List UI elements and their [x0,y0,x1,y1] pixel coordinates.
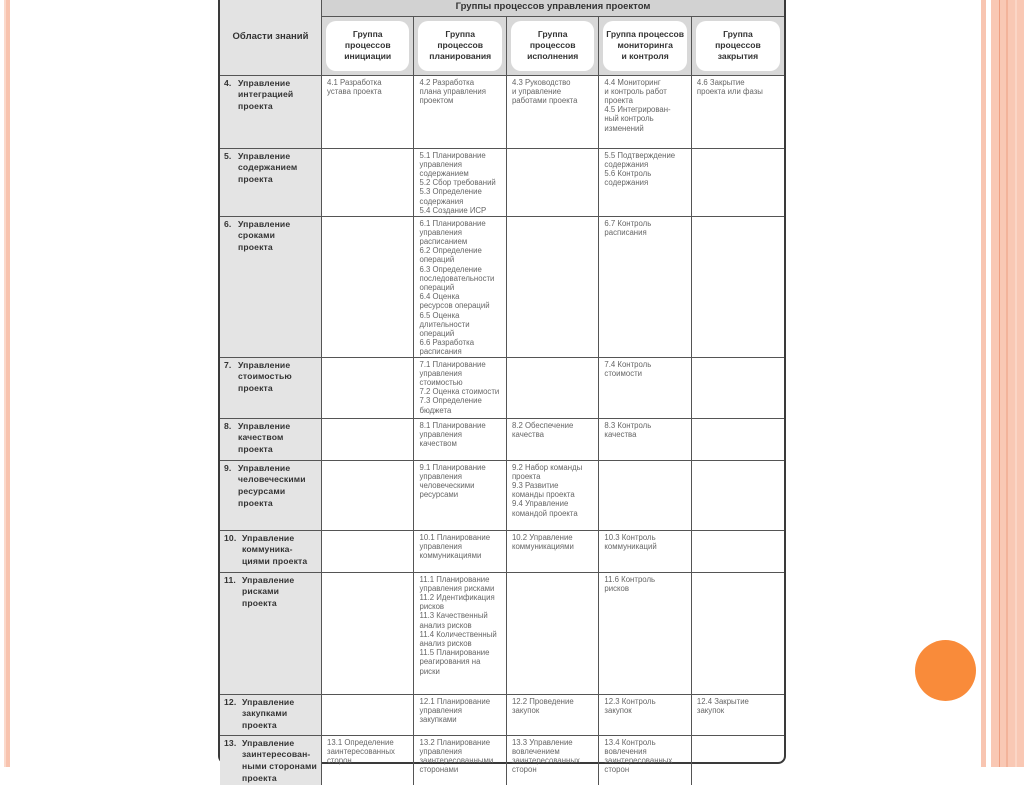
process-cell [599,460,691,530]
area-name: Управление заинтересован- ными сторонами проекта [242,737,317,783]
knowledge-area [220,694,322,735]
table-row [220,460,784,530]
area-number: 11. [224,574,236,585]
process-cell: 7.4 Контроль стоимости [599,357,691,418]
process-cell [506,572,598,694]
process-cell: 12.4 Закрытие закупок [691,694,784,735]
process-cell: 10.1 Планирование управления коммуникациями [414,530,506,572]
process-cell: 8.3 Контроль качества [599,418,691,460]
process-cell: 13.1 Определение заинтересованных сторон [322,735,414,785]
process-cell: 4.2 Разработка плана управления проектом [414,75,506,148]
process-cell: 5.5 Подтверждение содержания 5.6 Контроль содержания [599,148,691,216]
process-cell: 4.1 Разработка устава проекта [322,75,414,148]
area-number: 6. [224,218,232,229]
process-cell [506,216,598,357]
process-cell [322,530,414,572]
knowledge-area [220,572,322,694]
knowledge-area [220,530,322,572]
table-row [220,418,784,460]
process-cell: 9.2 Набор команды проекта 9.3 Развитие команды проекта 9.4 Управление командой проекта [506,460,598,530]
table-row [220,75,784,148]
process-cell [322,148,414,216]
process-cell [322,572,414,694]
process-cell: 6.7 Контроль расписания [599,216,691,357]
decor-stripe [6,0,10,767]
area-name: Управление интеграцией проекта [238,77,294,112]
process-cell: 12.2 Проведение закупок [506,694,598,735]
process-cell: 8.2 Обеспечение качества [506,418,598,460]
group-header [322,16,414,75]
table-row [220,735,784,785]
process-cell: 5.1 Планирование управления содержанием 5.2 Сбор требований 5.3 Определение содержания 5.4 Создание ИСР [414,148,506,216]
process-cell: 10.2 Управление коммуникациями [506,530,598,572]
group-header-label: Группа процессов исполнения [511,21,594,71]
group-header-label: Группа процессов закрытия [696,21,780,71]
knowledge-area [220,460,322,530]
area-name: Управление рисками проекта [242,574,295,609]
table-row [220,148,784,216]
area-number: 10. [224,532,237,543]
area-name: Управление стоимостью проекта [238,359,292,394]
process-cell: 13.4 Контроль вовлечения заинтересованных сторон [599,735,691,785]
area-name: Управление коммуника- циями проекта [242,532,308,567]
process-cell: 11.6 Контроль рисков [599,572,691,694]
group-header [506,16,598,75]
process-cell [691,216,784,357]
process-cell: 12.3 Контроль закупок [599,694,691,735]
knowledge-area [220,148,322,216]
process-cell [506,148,598,216]
process-cell [322,357,414,418]
area-name: Управление человеческими ресурсами проекта [238,462,306,508]
area-name: Управление закупками проекта [242,696,295,731]
process-cell: 4.4 Мониторинг и контроль работ проекта 4.5 Интегрирован- ный контроль изменений [599,75,691,148]
process-table [218,0,786,783]
process-cell [691,460,784,530]
process-cell: 13.2 Планирование управления заинтересованными сторонами [414,735,506,785]
area-name: Управление качеством проекта [238,420,291,455]
table-row [220,216,784,357]
area-number: 9. [224,462,232,473]
knowledge-area [220,735,322,785]
group-header-label: Группа процессов планирования [418,21,501,71]
group-header [414,16,506,75]
decor-stripe [981,0,986,767]
area-number: 4. [224,77,232,88]
area-number: 12. [224,696,237,707]
knowledge-area [220,357,322,418]
process-cell: 12.1 Планирование управления закупками [414,694,506,735]
group-header-label: Группа процессов мониторинга и контроля [603,21,686,71]
decor-stripe [1015,0,1017,767]
process-cell: 9.1 Планирование управления человеческими ресурсами [414,460,506,530]
area-number: 5. [224,150,232,161]
process-cell: 4.3 Руководство и управление работами проекта [506,75,598,148]
process-cell [691,418,784,460]
process-cell [691,357,784,418]
process-cell: 8.1 Планирование управления качеством [414,418,506,460]
process-cell: 7.1 Планирование управления стоимостью 7.2 Оценка стоимости 7.3 Определение бюджета [414,357,506,418]
table-row [220,572,784,694]
knowledge-area [220,418,322,460]
decor-circle [915,640,976,701]
process-cell [322,694,414,735]
area-name: Управление содержанием проекта [238,150,298,185]
process-cell: 10.3 Контроль коммуникаций [599,530,691,572]
process-cell [322,460,414,530]
decor-stripe [999,0,1000,767]
area-name: Управление сроками проекта [238,218,291,253]
process-matrix [220,0,784,785]
area-number: 7. [224,359,232,370]
process-cell [322,216,414,357]
process-cell [691,572,784,694]
table-row [220,694,784,735]
process-cell: 4.6 Закрытие проекта или фазы [691,75,784,148]
decor-stripe [1006,0,1008,767]
group-header [691,16,784,75]
process-cell [691,148,784,216]
group-header [599,16,691,75]
process-cell [506,357,598,418]
process-cell: 13.3 Управление вовлечением заинтересованных сторон [506,735,598,785]
table-row [220,530,784,572]
process-cell [691,735,784,785]
table-row [220,357,784,418]
process-cell: 11.1 Планирование управления рисками 11.2 Идентификация рисков 11.3 Качественный анализ рисков 11.4 Количественный анализ рисков 11.5 Планирование реагирования на риски [414,572,506,694]
knowledge-area [220,75,322,148]
group-header-label: Группа процессов инициации [326,21,409,71]
process-cell [691,530,784,572]
process-cell [322,418,414,460]
area-number: 13. [224,737,237,748]
knowledge-area [220,216,322,357]
process-cell: 6.1 Планирование управления расписанием 6.2 Определение операций 6.3 Определение последовательности операций 6.4 Оценка ресурсов операций 6.5 Оценка длительности операций 6.6 Разработка расписания [414,216,506,357]
areas-header: Области знаний [220,0,322,75]
area-number: 8. [224,420,232,431]
groups-title: Группы процессов управления проектом [322,0,784,16]
